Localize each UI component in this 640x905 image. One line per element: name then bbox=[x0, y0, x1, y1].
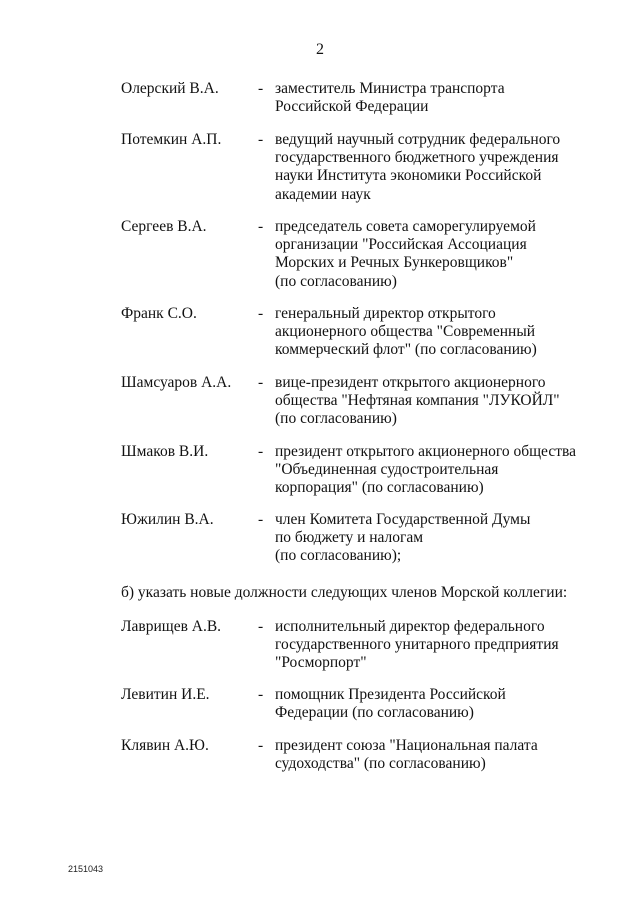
member-position bbox=[275, 686, 575, 722]
member-position-line: Российской Федерации bbox=[275, 98, 429, 116]
member-name: Шмаков В.И. bbox=[121, 443, 209, 460]
member-dash: - bbox=[258, 443, 264, 460]
member-name: Лаврищев А.В. bbox=[121, 618, 222, 635]
member-name: Южилин В.А. bbox=[121, 511, 214, 528]
member-position bbox=[275, 618, 575, 673]
member-position-line: (по согласованию) bbox=[275, 410, 397, 428]
member-position-line: Федерации (по согласованию) bbox=[275, 704, 474, 722]
document-footer-code: 2151043 bbox=[68, 864, 104, 874]
member-dash: - bbox=[258, 305, 264, 322]
member-position bbox=[275, 737, 575, 773]
member-dash: - bbox=[258, 511, 264, 528]
member-position-line: академии наук bbox=[275, 185, 371, 203]
member-position bbox=[275, 218, 575, 291]
member-name: Левитин И.Е. bbox=[121, 686, 210, 703]
member-position bbox=[275, 511, 575, 566]
member-position-line: по бюджету и налогам bbox=[275, 529, 424, 547]
member-position-line: член Комитета Государственной Думы bbox=[275, 511, 531, 528]
member-position-line: президент союза "Национальная палата bbox=[275, 737, 538, 754]
member-position bbox=[275, 374, 575, 429]
member-position-line: генеральный директор открытого bbox=[275, 305, 496, 322]
page-number: 2 bbox=[316, 41, 324, 58]
member-position-line: общества "Нефтяная компания "ЛУКОЙЛ" bbox=[275, 392, 560, 410]
member-dash: - bbox=[258, 131, 264, 148]
member-position-line: ведущий научный сотрудник федерального bbox=[275, 131, 561, 148]
member-dash: - bbox=[258, 80, 264, 97]
member-position-line: судоходства" (по согласованию) bbox=[275, 755, 486, 773]
member-dash: - bbox=[258, 686, 264, 703]
member-position-line: (по согласованию); bbox=[275, 547, 402, 565]
member-position-line: заместитель Министра транспорта bbox=[275, 80, 505, 97]
member-position-line: исполнительный директор федерального bbox=[275, 618, 545, 635]
member-dash: - bbox=[258, 218, 264, 235]
member-name: Франк С.О. bbox=[121, 305, 197, 322]
member-name: Клявин А.Ю. bbox=[121, 737, 209, 754]
member-position-line: Морских и Речных Бункеровщиков" bbox=[275, 254, 514, 272]
member-name: Олерский В.А. bbox=[121, 80, 219, 97]
member-position-line: акционерного общества "Современный bbox=[275, 323, 536, 341]
member-position-line: организации "Российская Ассоциация bbox=[275, 236, 527, 254]
member-position-line: государственного бюджетного учреждения bbox=[275, 149, 559, 167]
member-position-line: корпорация" (по согласованию) bbox=[275, 479, 484, 497]
member-position-line: науки Института экономики Российской bbox=[275, 167, 542, 185]
member-position bbox=[275, 80, 575, 116]
member-position-line: председатель совета саморегулируемой bbox=[275, 218, 536, 235]
member-position bbox=[275, 305, 575, 360]
member-position-line: "Объединенная судостроительная bbox=[275, 461, 499, 479]
member-position-line: помощник Президента Российской bbox=[275, 686, 506, 703]
member-position bbox=[275, 131, 575, 204]
member-position-line: президент открытого акционерного общества bbox=[275, 443, 576, 460]
member-dash: - bbox=[258, 737, 264, 754]
section-b-heading: б) указать новые должности следующих членов Морской коллегии: bbox=[121, 584, 568, 601]
member-position-line: "Росморпорт" bbox=[275, 654, 367, 672]
member-position-line: коммерческий флот" (по согласованию) bbox=[275, 341, 537, 359]
member-position-line: (по согласованию) bbox=[275, 272, 397, 290]
member-dash: - bbox=[258, 618, 264, 635]
member-position-line: государственного унитарного предприятия bbox=[275, 636, 559, 654]
member-dash: - bbox=[258, 374, 264, 391]
member-name: Сергеев В.А. bbox=[121, 218, 207, 235]
member-name: Потемкин А.П. bbox=[121, 131, 222, 148]
member-position-line: вице-президент открытого акционерного bbox=[275, 374, 546, 391]
member-name: Шамсуаров А.А. bbox=[121, 374, 232, 391]
member-position bbox=[275, 443, 575, 498]
